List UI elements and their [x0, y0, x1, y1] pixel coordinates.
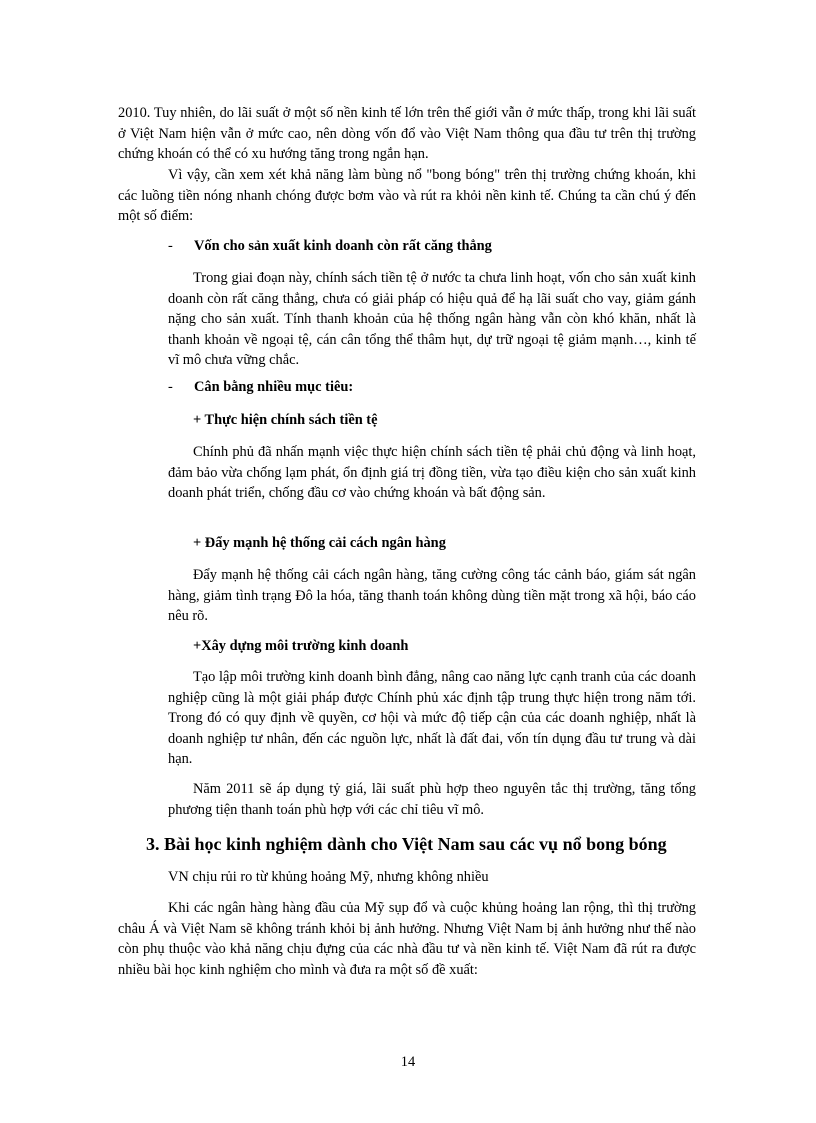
bullet-dash-1: - — [168, 238, 173, 254]
paragraph-2011: Năm 2011 sẽ áp dụng tỷ giá, lãi suất phù hợp theo nguyên tắc thị trường, tăng tổng phương tiện thanh toán phù hợp với các chỉ tiêu vĩ mô. — [168, 781, 696, 818]
paragraph-banking-reform: Đẩy mạnh hệ thống cải cách ngân hàng, tăng cường công tác cảnh báo, giám sát ngân hàng, giảm tình trạng Đô la hóa, tăng thanh toán không dùng tiền mặt trong xã hội, báo cáo nêu rõ. — [168, 567, 696, 625]
paragraph-capital: Trong giai đoạn này, chính sách tiền tệ ở nước ta chưa linh hoạt, vốn cho sản xuất kinh doanh còn rất căng thẳng, chưa có giải pháp có hiệu quả để hạ lãi suất cho vay, giảm gánh nặng cho sản xuất. Tính thanh khoản của hệ thống ngân hàng vẫn còn khó khăn, nhất là thanh khoản về ngoại tệ, cán cân tổng thể thâm hụt, dự trữ ngoại tệ giảm mạnh…, kinh tế vĩ mô chưa vững chắc. — [168, 270, 696, 369]
subheading-monetary-policy: + Thực hiện chính sách tiền tệ — [193, 412, 378, 428]
bullet-dash-2: - — [168, 379, 173, 395]
paragraph-monetary-policy: Chính phủ đã nhấn mạnh việc thực hiện chính sách tiền tệ phải chủ động và linh hoạt, đảm bảo vừa chống lạm phát, ổn định giá trị đồng tiền, vừa tạo điều kiện cho sản xuất kinh doanh phát triển, chống đầu cơ vào chứng khoán và bất động sản. — [168, 444, 696, 502]
section-heading-lessons: 3. Bài học kinh nghiệm dành cho Việt Nam sau các vụ nổ bong bóng — [146, 834, 667, 854]
section-lead: VN chịu rủi ro từ khủng hoảng Mỹ, nhưng không nhiều — [168, 869, 489, 885]
subheading-business-environment: +Xây dựng môi trường kinh doanh — [193, 638, 409, 654]
paragraph-bubble-risk: Vì vậy, cần xem xét khả năng làm bùng nổ "bong bóng" trên thị trường chứng khoán, khi các luồng tiền nóng nhanh chóng được bơm vào và rút ra khỏi nền kinh tế. Chúng ta cần chú ý đến một số điểm: — [118, 167, 696, 225]
bullet-title-balance: Cân bằng nhiều mục tiêu: — [194, 379, 354, 395]
paragraph-lessons: Khi các ngân hàng hàng đầu của Mỹ sụp đổ và cuộc khủng hoảng lan rộng, thì thị trường châu Á và Việt Nam sẽ không tránh khỏi bị ảnh hưởng. Nhưng Việt Nam bị ảnh hưởng như thế nào còn phụ thuộc vào khả năng chịu đựng của các nhà đầu tư và nền kinh tế. Việt Nam đã rút ra được nhiều bài học kinh nghiệm cho mình và đưa ra một số đề xuất: — [118, 900, 696, 978]
bullet-title-capital: Vốn cho sản xuất kinh doanh còn rất căng thẳng — [194, 238, 492, 254]
paragraph-intro: 2010. Tuy nhiên, do lãi suất ở một số nền kinh tế lớn trên thế giới vẫn ở mức thấp, trong khi lãi suất ở Việt Nam hiện vẫn ở mức cao, nên dòng vốn đổ vào Việt Nam thông qua đầu tư trên thị trường chứng khoán có thể có xu hướng tăng trong ngắn hạn. — [118, 105, 696, 163]
page-number: 14 — [400, 1054, 416, 1070]
paragraph-business-environment: Tạo lập môi trường kinh doanh bình đẳng, nâng cao năng lực cạnh tranh của các doanh nghiệp cũng là một giải pháp được Chính phủ xác định tập trung thực hiện trong năm tới. Trong đó có quy định về quyền, cơ hội và mức độ tiếp cận của các doanh nghiệp, nhất là doanh nghiệp tư nhân, đến các nguồn lực, nhất là đất đai, vốn tín dụng đầu tư trung và dài hạn. — [168, 669, 696, 768]
subheading-banking-reform: + Đẩy mạnh hệ thống cải cách ngân hàng — [193, 535, 446, 551]
